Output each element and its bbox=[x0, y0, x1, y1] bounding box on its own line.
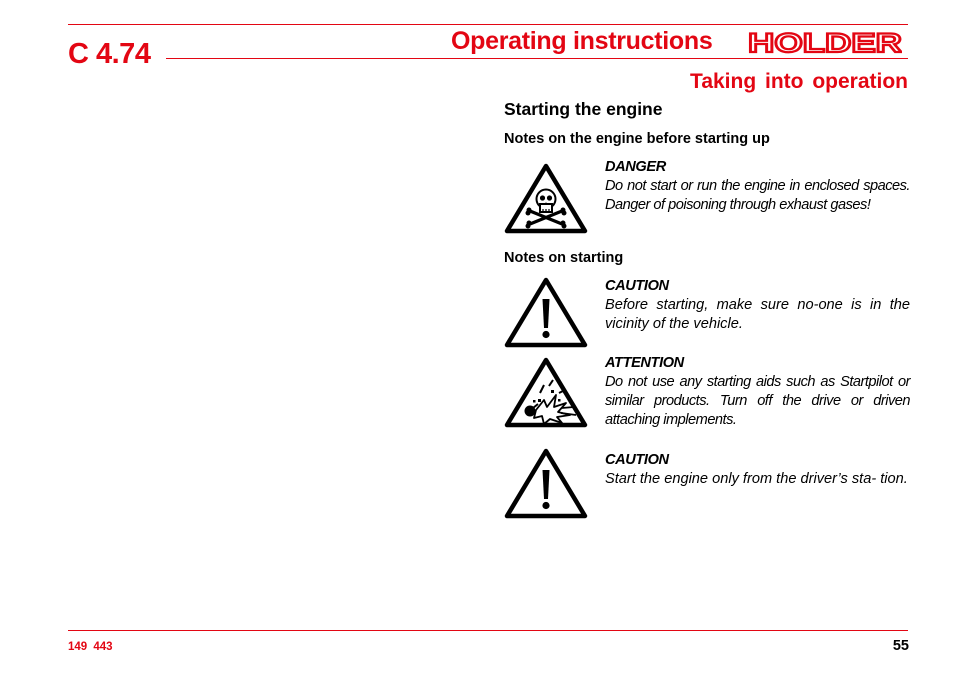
document-number: 149 443 bbox=[68, 641, 113, 653]
subheading-notes-on-starting: Notes on starting bbox=[504, 250, 624, 266]
warning-attention bbox=[605, 354, 910, 430]
warning-label: ATTENTION bbox=[605, 355, 684, 371]
exclamation-warning-icon bbox=[504, 446, 588, 520]
warning-label: DANGER bbox=[605, 159, 666, 175]
header-top-rule bbox=[68, 24, 908, 25]
holder-brand-logo bbox=[748, 30, 902, 54]
footer-rule bbox=[68, 630, 908, 631]
warning-label: CAUTION bbox=[605, 452, 669, 468]
exclamation-warning-icon bbox=[504, 275, 588, 349]
warning-text: Do not use any starting aids such as Startpilot or similar products. Turn off the drive or driven attaching implements. bbox=[605, 374, 910, 428]
svg-text:HOLDER: HOLDER bbox=[748, 30, 902, 54]
warning-caution bbox=[605, 277, 910, 334]
warning-text: Do not start or run the engine in enclosed spaces. Danger of poisoning through exhaust gases! bbox=[605, 178, 910, 213]
header-middle-rule bbox=[166, 58, 908, 59]
subheading-notes-before-start: Notes on the engine before starting up bbox=[504, 131, 770, 147]
warning-danger bbox=[605, 158, 910, 215]
heading-starting-engine: Starting the engine bbox=[504, 99, 663, 119]
header-title: Operating instructions bbox=[451, 27, 713, 55]
explosion-warning-icon bbox=[504, 355, 588, 429]
warning-label: CAUTION bbox=[605, 278, 669, 294]
page-number: 55 bbox=[892, 638, 909, 654]
skull-crossbones-warning-icon bbox=[504, 161, 588, 235]
warning-text: Start the engine only from the driver’s sta- tion. bbox=[605, 471, 908, 487]
warning-text: Before starting, make sure no-one is in the vicinity of the vehicle. bbox=[605, 297, 910, 332]
section-title: Taking into operation bbox=[690, 70, 908, 93]
document-code: C 4.74 bbox=[68, 38, 151, 70]
warning-caution bbox=[605, 451, 910, 489]
